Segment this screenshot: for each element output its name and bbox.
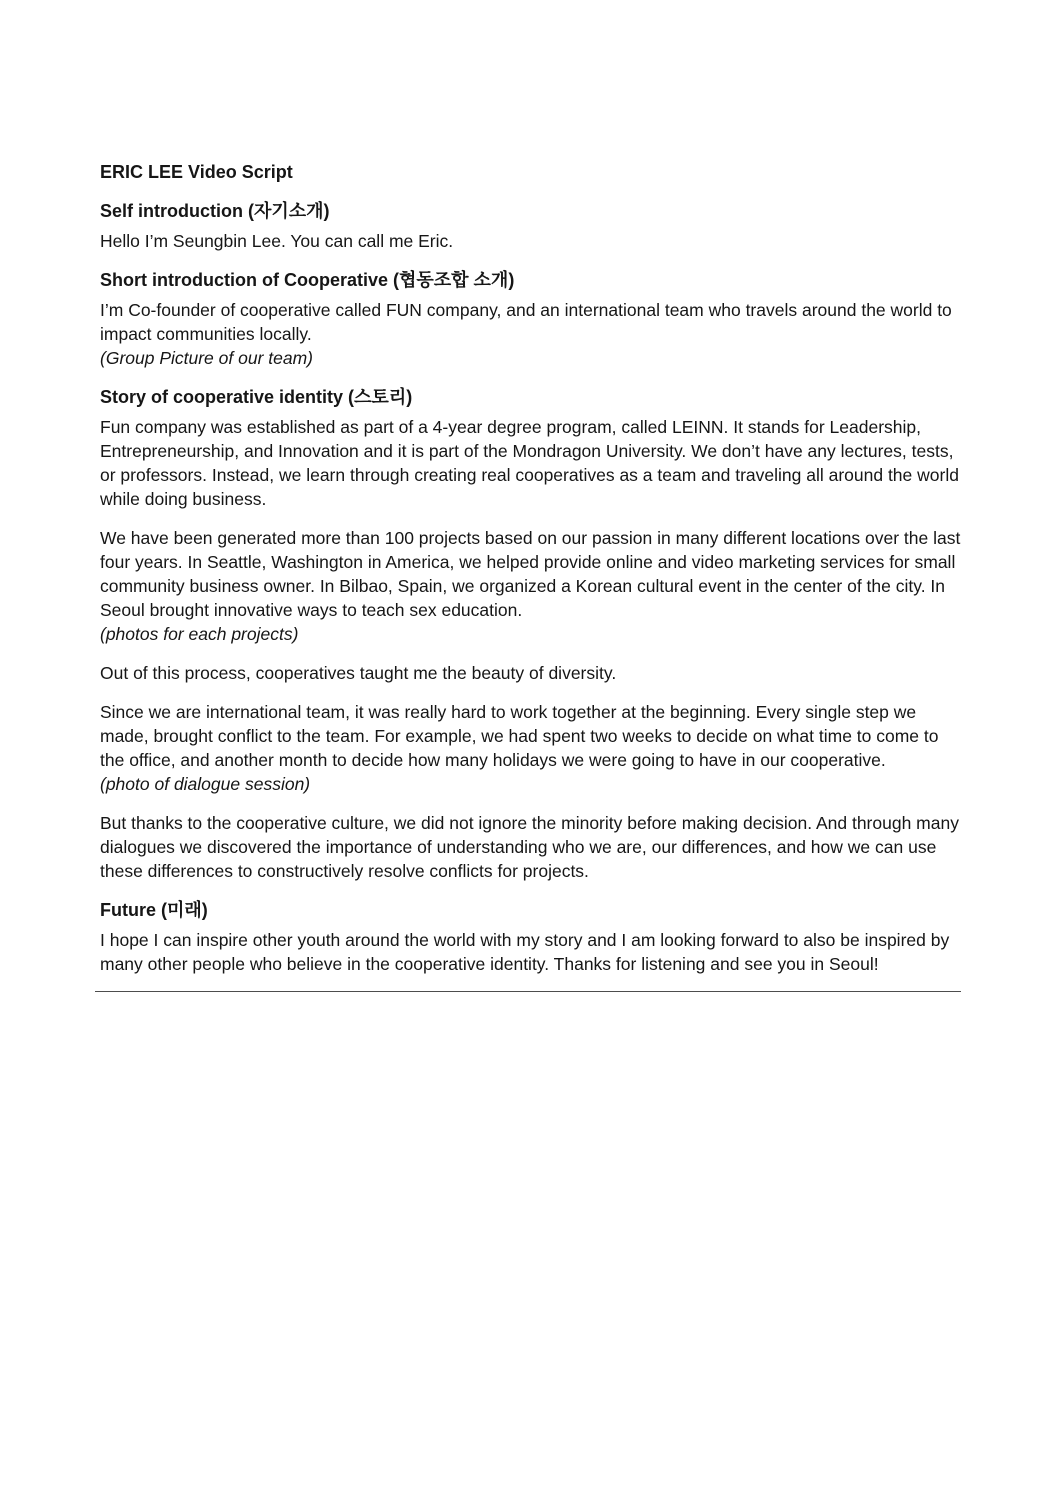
paragraph: But thanks to the cooperative culture, we did not ignore the minority before making decision. And through many dialogues we discovered the importance of understanding who we are, our differences, and how we can use these differences to constructively resolve conflicts for projects. — [100, 813, 959, 881]
section-story — [100, 385, 962, 883]
paragraph-group — [100, 661, 962, 685]
paragraph-group — [100, 229, 962, 253]
paragraph: I’m Co-founder of cooperative called FUN company, and an international team who travels around the world to impact communities locally. — [100, 300, 952, 344]
paragraph: Fun company was established as part of a 4-year degree program, called LEINN. It stands for Leadership, Entrepreneurship, and Innovation and it is part of the Mondragon University. We don’t have any lectures, tests, or professors. Instead, we learn through creating real cooperatives as a team and traveling all around the world while doing business. — [100, 417, 959, 509]
section-heading: Story of cooperative identity (스토리) — [100, 387, 413, 407]
paragraph-group — [100, 415, 962, 511]
paragraph-group — [100, 700, 962, 796]
divider-line — [95, 991, 961, 992]
paragraph-group — [100, 928, 962, 976]
paragraph-group — [100, 526, 962, 646]
section-heading: Self introduction (자기소개) — [100, 201, 330, 221]
section-future — [100, 898, 962, 976]
stage-direction-note: (photo of dialogue session) — [100, 774, 311, 794]
section-self-introduction — [100, 199, 962, 253]
paragraph: We have been generated more than 100 projects based on our passion in many different locations over the last four years. In Seattle, Washington in America, we helped provide online and video marketing services for small community business owner. In Bilbao, Spain, we organized a Korean cultural event in the center of the city. In Seoul brought innovative ways to teach sex education. — [100, 528, 961, 620]
document-title: ERIC LEE Video Script — [100, 162, 293, 182]
section-heading: Short introduction of Cooperative (협동조합 소개) — [100, 270, 515, 290]
paragraph: Since we are international team, it was really hard to work together at the beginning. Every single step we made, brought conflict to the team. For example, we had spent two weeks to decide on what time to come to the office, and another month to decide how many holidays we were going to have in our cooperative. — [100, 702, 939, 770]
stage-direction-note: (Group Picture of our team) — [100, 348, 313, 368]
paragraph: Out of this process, cooperatives taught me the beauty of diversity. — [100, 663, 617, 683]
stage-direction-note: (photos for each projects) — [100, 624, 299, 644]
paragraph-group — [100, 298, 962, 370]
paragraph: Hello I’m Seungbin Lee. You can call me Eric. — [100, 231, 454, 251]
paragraph-group — [100, 811, 962, 883]
section-short-introduction — [100, 268, 962, 370]
paragraph: I hope I can inspire other youth around the world with my story and I am looking forward to also be inspired by many other people who believe in the cooperative identity. Thanks for listening and see you in Seoul! — [100, 930, 950, 974]
section-heading: Future (미래) — [100, 900, 208, 920]
